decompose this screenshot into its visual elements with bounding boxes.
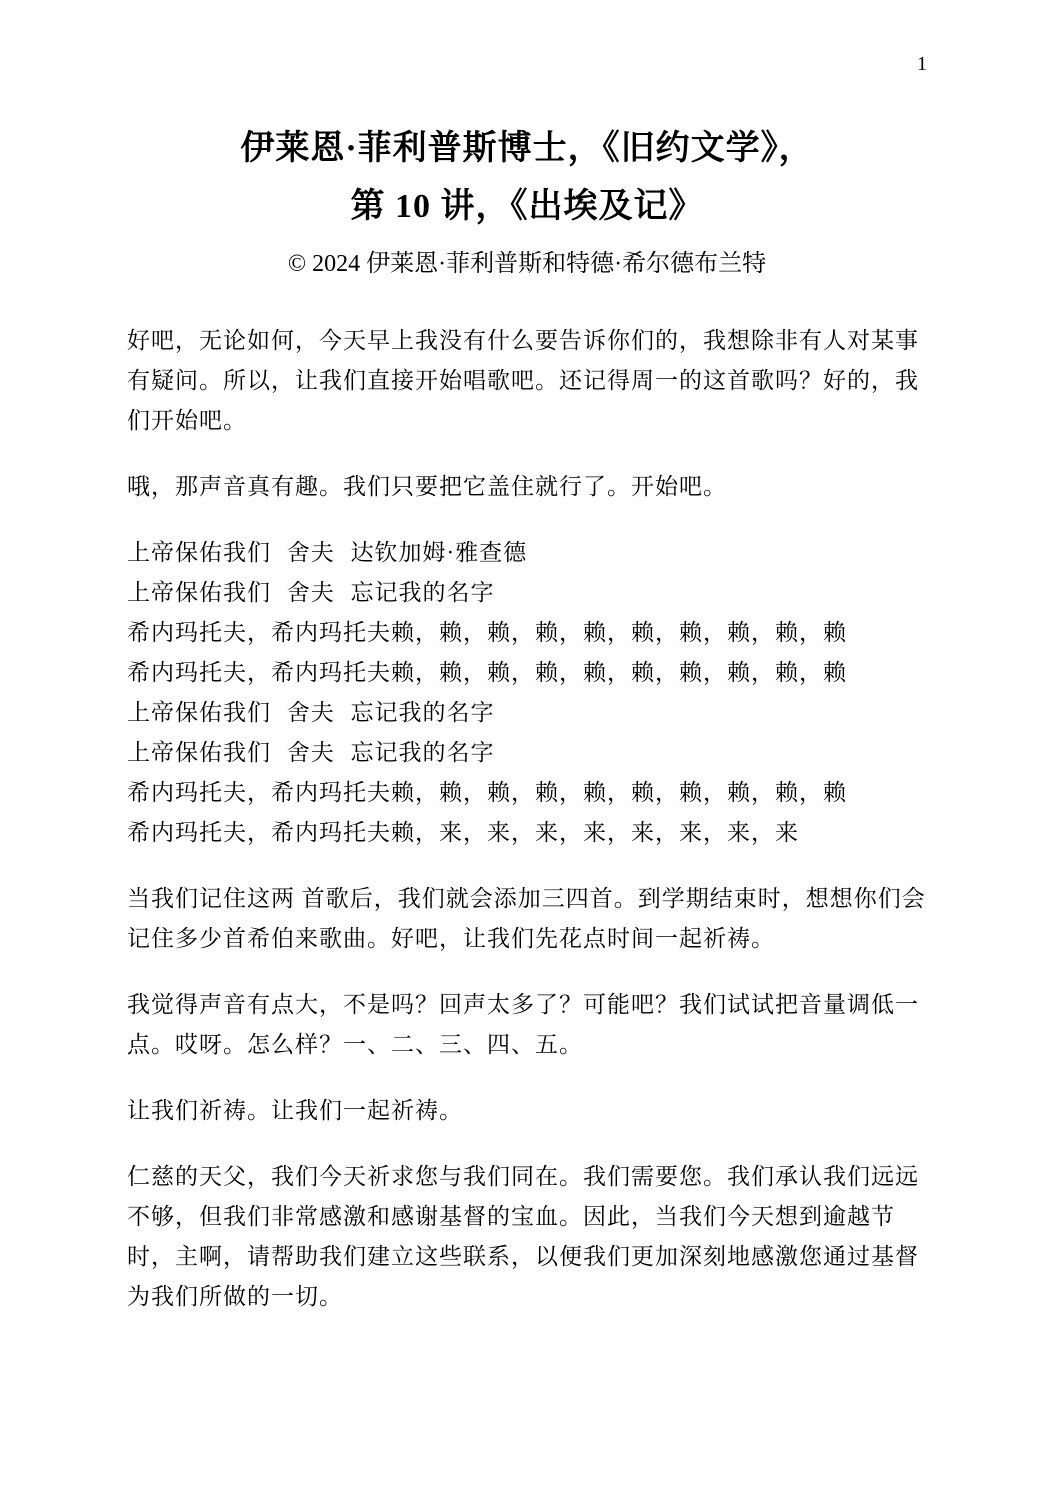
title-line-2: 第 10 讲，《出埃及记》 [350, 188, 704, 225]
song-line: 希内玛托夫，希内玛托夫赖，来，来，来，来，来，来，来，来 [127, 820, 799, 845]
song-line: 上帝保佑我们 舍夫 忘记我的名字 [127, 740, 495, 765]
paragraph-two-songs: 当我们记住这两 首歌后，我们就会添加三四首。到学期结束时，想想你们会记住多少首希伯来歌曲。好吧，让我们先花点时间一起祈祷。 [127, 886, 926, 951]
page-number: 1 [917, 53, 927, 75]
document-body [127, 321, 927, 1317]
paragraph-sound-funny: 哦，那声音真有趣。我们只要把它盖住就行了。开始吧。 [127, 474, 727, 499]
song-lyrics-block [127, 533, 927, 853]
song-line: 上帝保佑我们 舍夫 达钦加姆·雅查德 [127, 540, 528, 565]
song-line: 希内玛托夫，希内玛托夫赖，赖，赖，赖，赖，赖，赖，赖，赖，赖 [127, 660, 847, 685]
song-line: 上帝保佑我们 舍夫 忘记我的名字 [127, 700, 495, 725]
paragraph-lets-pray: 让我们祈祷。让我们一起祈祷。 [127, 1098, 463, 1123]
paragraph-volume: 我觉得声音有点大，不是吗？回声太多了？可能吧？我们试试把音量调低一点。哎呀。怎么样？一、二、三、四、五。 [127, 992, 919, 1057]
song-line: 上帝保佑我们 舍夫 忘记我的名字 [127, 580, 495, 605]
song-line: 希内玛托夫，希内玛托夫赖，赖，赖，赖，赖，赖，赖，赖，赖，赖 [127, 620, 847, 645]
title-line-1: 伊莱恩·菲利普斯博士，《旧约文学》， [240, 130, 814, 167]
paragraph-prayer: 仁慈的天父，我们今天祈求您与我们同在。我们需要您。我们承认我们远远不够，但我们非常感激和感谢基督的宝血。因此，当我们今天想到逾越节时，主啊，请帮助我们建立这些联系，以便我们更加深刻地感激您通过基督为我们所做的一切。 [127, 1164, 919, 1309]
song-line: 希内玛托夫，希内玛托夫赖，赖，赖，赖，赖，赖，赖，赖，赖，赖 [127, 780, 847, 805]
copyright-line: © 2024 伊莱恩·菲利普斯和特德·希尔德布兰特 [287, 251, 767, 277]
document-title [127, 120, 927, 236]
paragraph-intro: 好吧，无论如何，今天早上我没有什么要告诉你们的，我想除非有人对某事有疑问。所以，让我们直接开始唱歌吧。还记得周一的这首歌吗？好的，我们开始吧。 [127, 328, 919, 433]
